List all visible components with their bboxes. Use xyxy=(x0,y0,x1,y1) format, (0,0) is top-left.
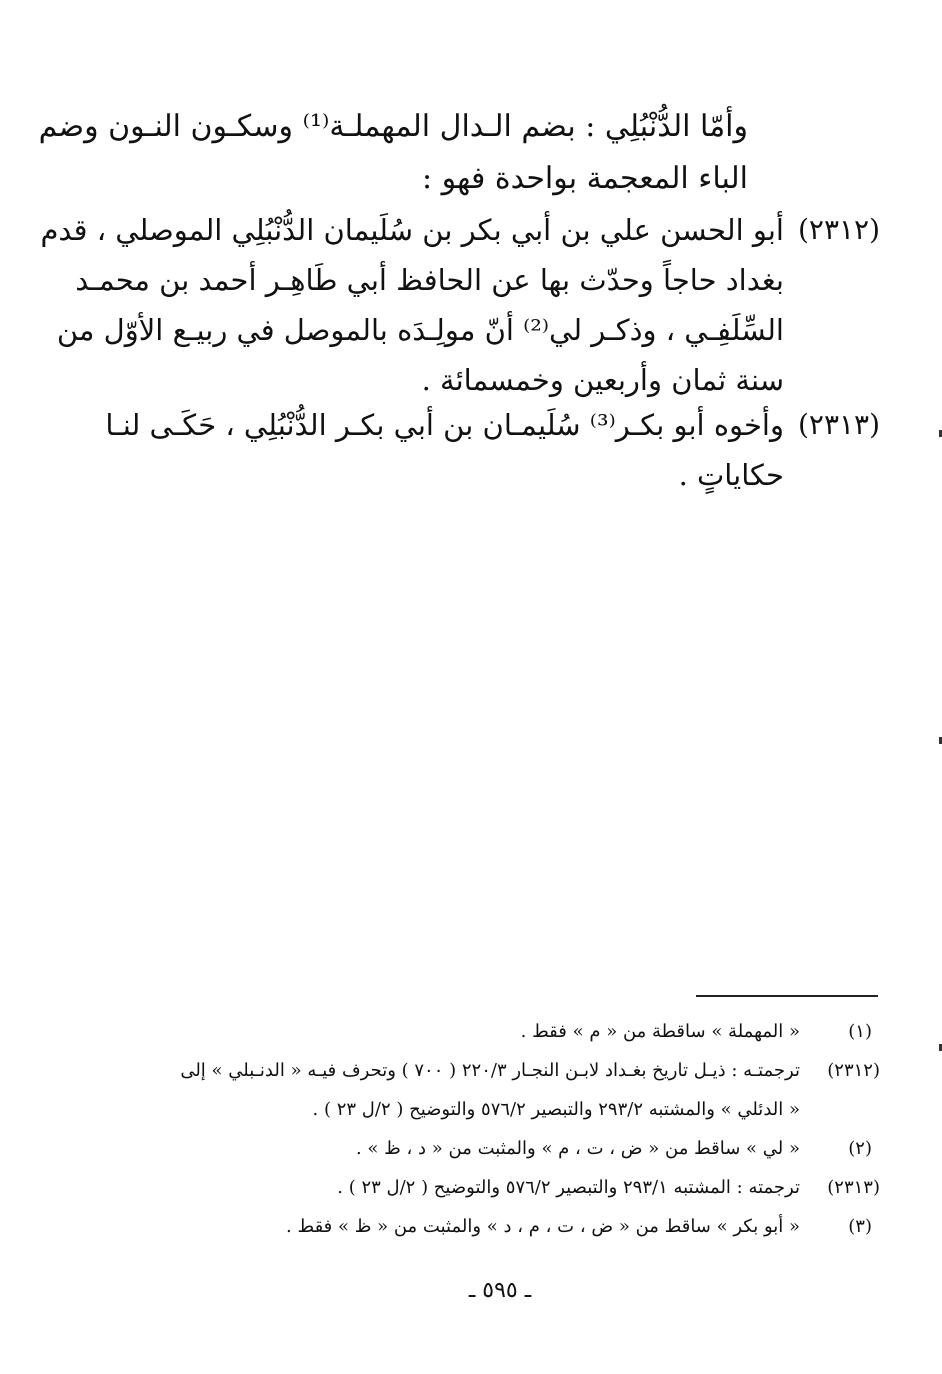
page-number: ـ ٥٩٥ ـ xyxy=(468,1278,532,1303)
footnote-number: (٢) xyxy=(848,1138,872,1159)
footnote-text: « المهملة » ساقطة من « م » فقط . xyxy=(520,1021,800,1042)
intro-line-1: وأمّا الدُّنْبُلِي : بضم الـدال المهملـة⁽¹⁾ وسكـون النـون وضم xyxy=(38,109,748,144)
footnotes xyxy=(138,1012,880,1246)
footnote-text: ترجمتـه : ذيـل تاريخ بغـداد لابـن النجـار ٢٢٠/٣ ( ٧٠٠ ) وتحرف فيـه « الدنـبلي » إلى xyxy=(180,1060,800,1081)
footnote-number: (١) xyxy=(848,1021,872,1042)
entry-line: بغداد حاجاً وحدّث بها عن الحافظ أبي طَاهِـر أحمد بن محمـد xyxy=(75,263,784,297)
footnote xyxy=(138,1012,880,1051)
footnote-number: (٣) xyxy=(848,1216,872,1237)
footnote-divider xyxy=(696,995,878,997)
footnote xyxy=(138,1168,880,1207)
entry-number: (٢٣١٣) xyxy=(797,408,880,441)
entry-line: سنة ثمان وأربعين وخمسمائة . xyxy=(421,363,784,397)
entry-number: (٢٣١٢) xyxy=(797,213,880,246)
footnote-number: (٢٣١٢) xyxy=(827,1060,880,1081)
footnote-text: ترجمته : المشتبه ٢٩٣/١ والتبصير ٥٧٦/٢ والتوضيح ( ٢/ل ٢٣ ) . xyxy=(337,1177,800,1198)
entry-line: أبو الحسن علي بن أبي بكر بن سُلَيمان الدُّنْبُلِي الموصلي ، قدم xyxy=(40,213,784,247)
entry-body xyxy=(105,400,784,500)
footnote xyxy=(138,1129,880,1168)
entry-line: وأخوه أبو بكـر⁽³⁾ سُلَيمـان بن أبي بكـر الدُّنْبُلِي ، حَكَـى لنـا xyxy=(105,408,784,442)
footnote-number: (٢٣١٣) xyxy=(827,1177,880,1198)
entry-line: حكاياتٍ . xyxy=(678,458,784,492)
footnote-text: « لي » ساقط من « ض ، ت ، م » والمثبت من « د ، ظ » . xyxy=(355,1138,800,1159)
entry-line: السِّلَفِـي ، وذكـر لي⁽²⁾ أنّ مولِـدَه بالموصل في ربيـع الأوّل من xyxy=(56,313,784,347)
footnote xyxy=(138,1207,880,1246)
footnote xyxy=(138,1051,880,1090)
footnote-continuation xyxy=(138,1090,880,1129)
intro-line-2: الباء المعجمة بواحدة فهو : xyxy=(422,161,748,196)
entry-body xyxy=(40,205,784,405)
footnote-text: « الدئلي » والمشتبه ٢٩٣/٢ والتبصير ٥٧٦/٢ والتوضيح ( ٢/ل ٢٣ ) . xyxy=(312,1099,800,1120)
footnote-text: « أبو بكر » ساقط من « ض ، ت ، م ، د » والمثبت من « ظ » فقط . xyxy=(286,1216,800,1237)
